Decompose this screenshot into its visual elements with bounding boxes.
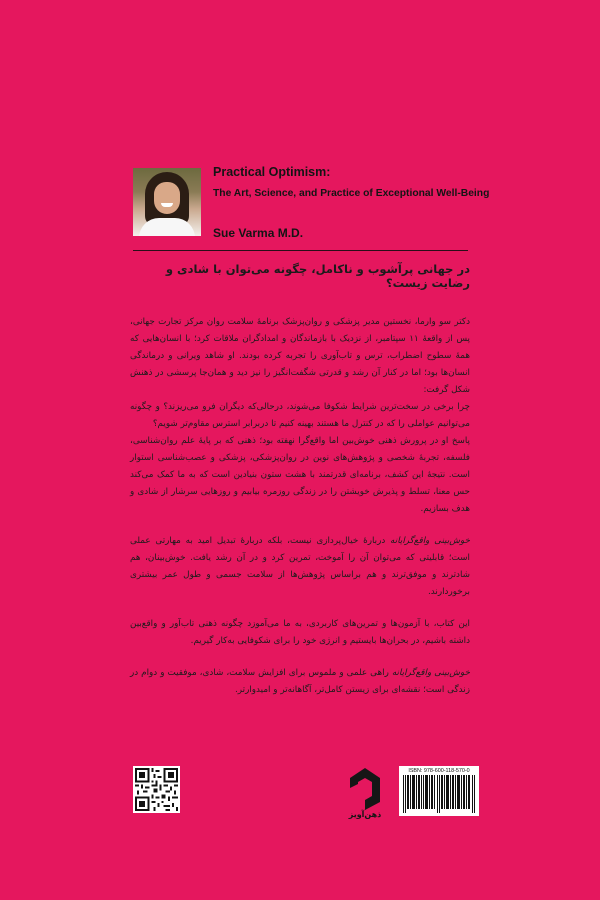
book-title-fa: خوش‌بینی واقع‌گرایانه: [391, 668, 470, 678]
isbn-barcode: [399, 766, 479, 816]
blurb-paragraph: پاسخ او در پرورش ذهنی خوش‌بین اما واقع‌گرا نهفته بود؛ ذهنی که بر پایهٔ علم روان‌شناسی، فلسفه، تجربهٔ شخصی و پژوهش‌های نوین در روان‌پزشکی، پزشکی و عصب‌شناسی استوار است. نتیجهٔ این کشف، برنامه‌ای قدرتمند با هشت ستون بنیادین است که به ما کمک می‌کند حس معنا، تسلط و پذیرش خویشتن را در زندگی روزمره بیابیم و روزهایی سرشار از شادی و هدف بسازیم.: [130, 436, 470, 514]
blurb: [130, 262, 470, 714]
publisher-name: ذهن‌آویز: [348, 810, 382, 819]
book-title-fa: خوش‌بینی واقع‌گرایانه: [390, 536, 470, 546]
publisher-logo-icon: [348, 766, 382, 812]
blurb-paragraph: این کتاب، با آزمون‌ها و تمرین‌های کاربردی، به ما می‌آموزد چگونه ذهنی تاب‌آور و واقع‌بین داشته باشیم، در بحران‌ها بایستیم و انرژی خود را برای شکوفایی به‌کار گیریم.: [130, 619, 470, 646]
author-name: Sue Varma M.D.: [213, 226, 304, 240]
author-photo: [133, 168, 201, 236]
book-title: Practical Optimism:: [213, 165, 331, 179]
blurb-paragraph: خوش‌بینی واقع‌گرایانه دربارهٔ خیال‌پردازی نیست، بلکه دربارهٔ تبدیل امید به مهارتی عملی است؛ قابلیتی که می‌توان آن را آموخت، تمرین کرد و در آن رشد یافت. خوش‌بینان، هم شادترند و موفق‌ترند و هم براساس پژوهش‌ها از سلامت جسمی و طول عمر بیشتری برخوردارند.: [130, 536, 470, 597]
blurb-paragraph: چرا برخی در سخت‌ترین شرایط شکوفا می‌شوند، درحالی‌که دیگران فرو می‌ریزند؟ و چگونه می‌توانیم عواملی را که در کنترل ما هستند بهینه کنیم تا دربرابر استرس مقاوم‌تر شویم؟: [130, 402, 470, 429]
divider: [133, 250, 468, 251]
blurb-paragraph: دکتر سو وارما، نخستین مدیر پزشکی و روان‌پزشک برنامهٔ سلامت روان مرکز تجارت جهانی، پس از واقعهٔ ۱۱ سپتامبر، از نزدیک با بازماندگان و امدادگران ملاقات کرد؛ با انسان‌هایی که همهٔ سطوح اضطراب، ترس و تاب‌آوری را تجربه کرده بودند. او شاهد ویرانی و درماندگی انسان‌ها بود؛ اما در کنار آن رشد و قدرتی شگفت‌انگیز را نیز دید و همان‌جا پرسشی در ذهنش شکل گرفت:: [130, 317, 470, 395]
barcode-icon: [403, 775, 475, 813]
isbn-number: ISBN: 978-600-118-570-0: [408, 768, 470, 774]
blurb-paragraph: خوش‌بینی واقع‌گرایانه راهی علمی و ملموس برای افزایش سلامت، شادی، موفقیت و دوام در زندگی است؛ نقشه‌ای برای زیستن کامل‌تر، آگاهانه‌تر و امیدوارتر.: [130, 668, 470, 695]
book-subtitle: The Art, Science, and Practice of Exceptional Well-Being: [213, 188, 490, 199]
qr-code-icon: [133, 766, 180, 813]
blurb-headline: در جهانی پرآشوب و ناکامل، چگونه می‌توان با شادی و رضایت زیست؟: [165, 262, 470, 290]
